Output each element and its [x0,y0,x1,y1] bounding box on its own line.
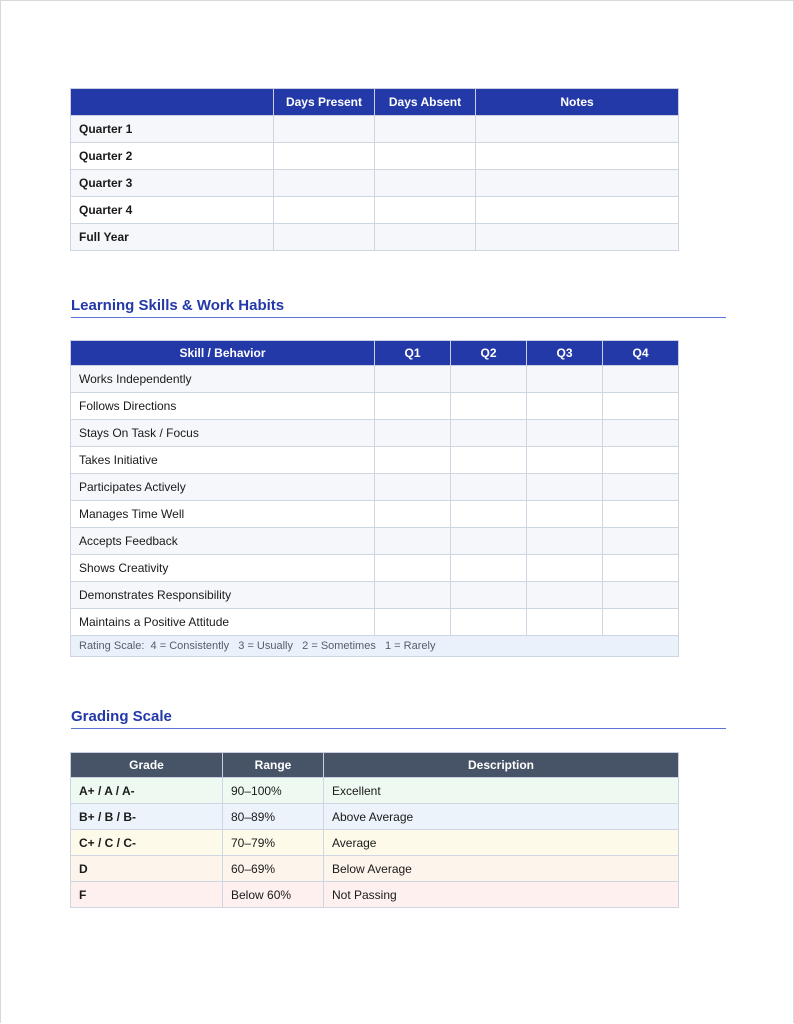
rating-scale-row [71,636,679,657]
q1-rating-cell[interactable] [375,555,451,582]
days-absent-cell[interactable] [375,170,476,197]
attendance-row-label: Quarter 3 [71,170,274,197]
q2-rating-cell[interactable] [451,501,527,528]
range-cell: 60–69% [223,856,324,882]
grading-header-grade: Grade [71,753,223,778]
days-absent-cell[interactable] [375,197,476,224]
table-row [71,528,679,555]
attendance-header-days-absent: Days Absent [375,89,476,116]
notes-cell[interactable] [476,170,679,197]
attendance-row-label: Quarter 1 [71,116,274,143]
table-row [71,420,679,447]
q3-rating-cell[interactable] [527,501,603,528]
q2-rating-cell[interactable] [451,366,527,393]
q4-rating-cell[interactable] [603,420,679,447]
days-absent-cell[interactable] [375,116,476,143]
description-cell: Excellent [324,778,679,804]
table-row [71,830,679,856]
table-row [71,609,679,636]
skills-header-q2: Q2 [451,341,527,366]
q3-rating-cell[interactable] [527,447,603,474]
table-row [71,856,679,882]
days-present-cell[interactable] [274,224,375,251]
grade-cell: B+ / B / B- [71,804,223,830]
days-present-cell[interactable] [274,116,375,143]
q4-rating-cell[interactable] [603,447,679,474]
q1-rating-cell[interactable] [375,582,451,609]
grade-cell: C+ / C / C- [71,830,223,856]
range-cell: 70–79% [223,830,324,856]
q4-rating-cell[interactable] [603,582,679,609]
attendance-row-label: Quarter 2 [71,143,274,170]
q2-rating-cell[interactable] [451,609,527,636]
grade-cell: A+ / A / A- [71,778,223,804]
table-row [71,447,679,474]
grading-table [70,752,679,908]
description-cell: Below Average [324,856,679,882]
notes-cell[interactable] [476,224,679,251]
notes-cell[interactable] [476,143,679,170]
range-cell: 80–89% [223,804,324,830]
skill-label: Works Independently [71,366,375,393]
days-absent-cell[interactable] [375,224,476,251]
skill-label: Takes Initiative [71,447,375,474]
table-row [71,582,679,609]
q3-rating-cell[interactable] [527,393,603,420]
table-row [71,501,679,528]
table-row [71,555,679,582]
table-row [71,366,679,393]
skill-label: Accepts Feedback [71,528,375,555]
description-cell: Average [324,830,679,856]
q3-rating-cell[interactable] [527,582,603,609]
attendance-header-blank [71,89,274,116]
table-row [71,804,679,830]
table-row [71,143,679,170]
days-absent-cell[interactable] [375,143,476,170]
grading-header-description: Description [324,753,679,778]
days-present-cell[interactable] [274,170,375,197]
q3-rating-cell[interactable] [527,366,603,393]
grading-header-range: Range [223,753,324,778]
skill-label: Maintains a Positive Attitude [71,609,375,636]
table-row [71,170,679,197]
skills-header-q1: Q1 [375,341,451,366]
q2-rating-cell[interactable] [451,420,527,447]
q2-rating-cell[interactable] [451,447,527,474]
q3-rating-cell[interactable] [527,528,603,555]
q2-rating-cell[interactable] [451,474,527,501]
attendance-table [70,88,679,251]
skill-label: Manages Time Well [71,501,375,528]
description-cell: Above Average [324,804,679,830]
skill-label: Follows Directions [71,393,375,420]
attendance-header-days-present: Days Present [274,89,375,116]
q4-rating-cell[interactable] [603,393,679,420]
attendance-row-label: Quarter 4 [71,197,274,224]
q2-rating-cell[interactable] [451,528,527,555]
table-row [71,116,679,143]
rating-scale-note: Rating Scale: 4 = Consistently 3 = Usually 2 = Sometimes 1 = Rarely [71,636,679,657]
table-row [71,224,679,251]
notes-cell[interactable] [476,116,679,143]
q1-rating-cell[interactable] [375,447,451,474]
grade-cell: D [71,856,223,882]
notes-cell[interactable] [476,197,679,224]
skills-header-row [71,341,679,366]
q4-rating-cell[interactable] [603,501,679,528]
q1-rating-cell[interactable] [375,366,451,393]
range-cell: Below 60% [223,882,324,908]
q1-rating-cell[interactable] [375,420,451,447]
q1-rating-cell[interactable] [375,528,451,555]
q1-rating-cell[interactable] [375,501,451,528]
q1-rating-cell[interactable] [375,393,451,420]
q2-rating-cell[interactable] [451,582,527,609]
attendance-row-label: Full Year [71,224,274,251]
days-present-cell[interactable] [274,143,375,170]
q4-rating-cell[interactable] [603,366,679,393]
table-row [71,197,679,224]
table-row [71,474,679,501]
q4-rating-cell[interactable] [603,474,679,501]
skill-label: Stays On Task / Focus [71,420,375,447]
skill-label: Shows Creativity [71,555,375,582]
q4-rating-cell[interactable] [603,609,679,636]
attendance-header-row [71,89,679,116]
q2-rating-cell[interactable] [451,393,527,420]
q3-rating-cell[interactable] [527,555,603,582]
q3-rating-cell[interactable] [527,420,603,447]
description-cell: Not Passing [324,882,679,908]
skill-label: Demonstrates Responsibility [71,582,375,609]
grading-header-row [71,753,679,778]
q4-rating-cell[interactable] [603,528,679,555]
table-row [71,778,679,804]
q3-rating-cell[interactable] [527,609,603,636]
skills-section-title: Learning Skills & Work Habits [71,297,726,318]
q2-rating-cell[interactable] [451,555,527,582]
q4-rating-cell[interactable] [603,555,679,582]
skills-header-q3: Q3 [527,341,603,366]
grade-cell: F [71,882,223,908]
range-cell: 90–100% [223,778,324,804]
table-row [71,393,679,420]
skills-header-q4: Q4 [603,341,679,366]
grading-section-title: Grading Scale [71,708,726,729]
skill-label: Participates Actively [71,474,375,501]
q3-rating-cell[interactable] [527,474,603,501]
skills-header-skill: Skill / Behavior [71,341,375,366]
skills-table [70,340,679,657]
attendance-header-notes: Notes [476,89,679,116]
table-row [71,882,679,908]
q1-rating-cell[interactable] [375,474,451,501]
q1-rating-cell[interactable] [375,609,451,636]
days-present-cell[interactable] [274,197,375,224]
